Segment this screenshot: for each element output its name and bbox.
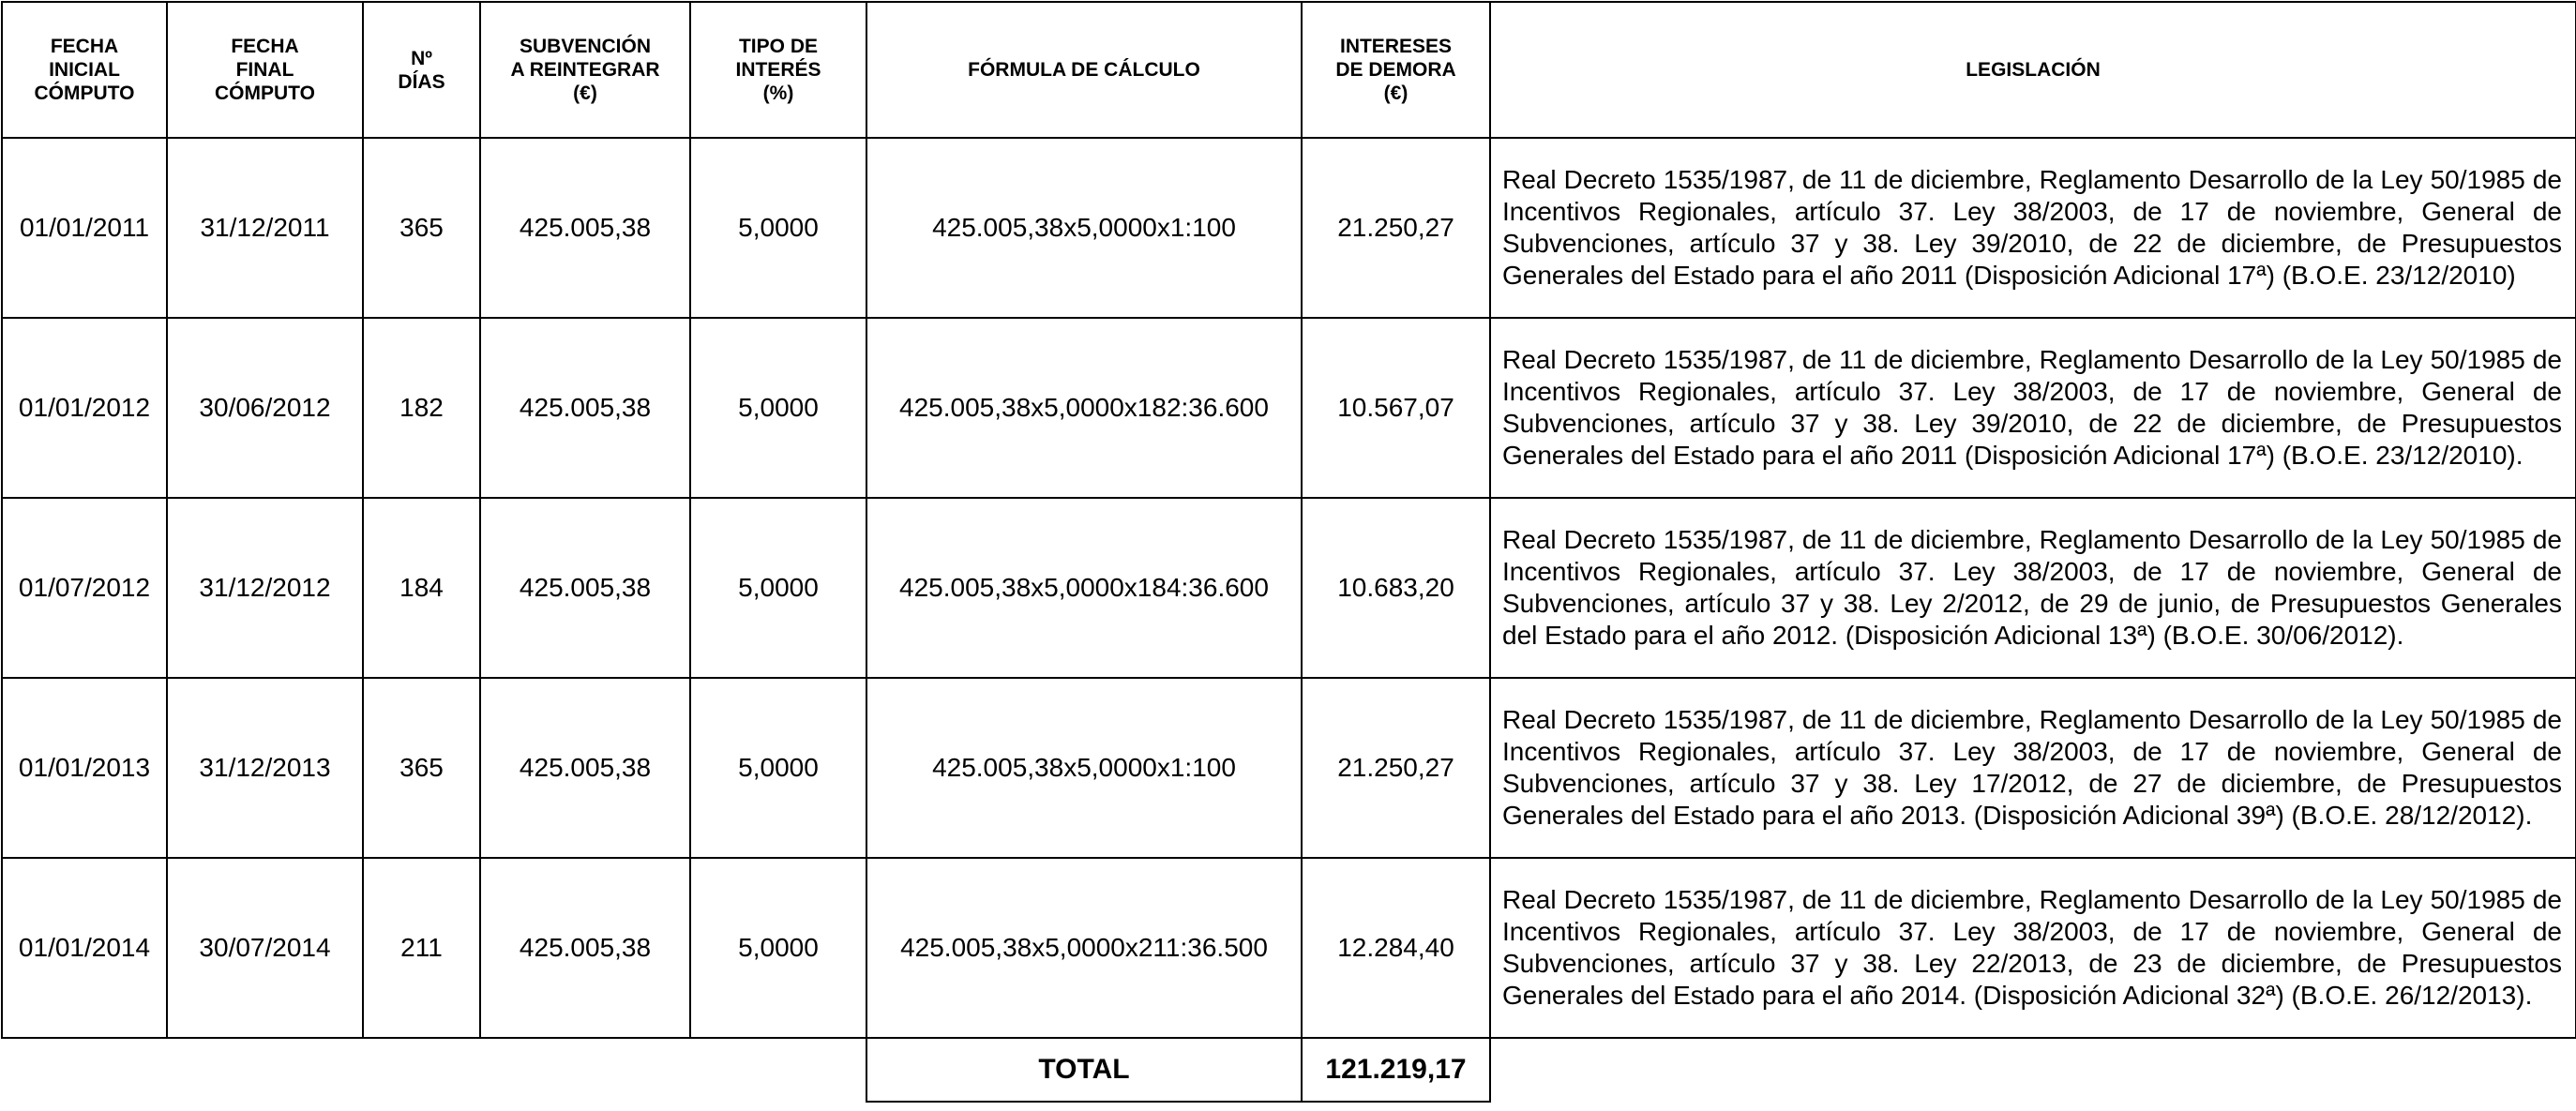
cell-dias: 182 xyxy=(363,318,480,498)
header-label: Nº DÍAS xyxy=(398,47,445,93)
header-formula xyxy=(866,2,1302,138)
cell-formula: 425.005,38x5,0000x182:36.600 xyxy=(866,318,1302,498)
table-row xyxy=(2,138,2576,318)
header-row xyxy=(2,2,2576,138)
cell-tipo-interes: 5,0000 xyxy=(690,498,866,678)
header-label: FECHA FINAL CÓMPUTO xyxy=(215,36,315,104)
cell-legislacion: Real Decreto 1535/1987, de 11 de diciembre, Reglamento Desarrollo de la Ley 50/1985 de Incentivos Regionales, artículo 37. Ley 38/2003, de 17 de noviembre, General de Subvenciones, artículo 37 y 38. Ley 2/2012, de 29 de junio, de Presupuestos Generales del Estado para el año 2012. (Disposición Adicional 13ª) (B.O.E. 30/06/2012). xyxy=(1490,498,2576,678)
cell-formula: 425.005,38x5,0000x211:36.500 xyxy=(866,858,1302,1038)
header-label: TIPO DE INTERÉS (%) xyxy=(735,36,821,104)
cell-subvencion: 425.005,38 xyxy=(480,138,690,318)
header-intereses xyxy=(1302,2,1490,138)
cell-tipo-interes: 5,0000 xyxy=(690,138,866,318)
cell-intereses: 10.683,20 xyxy=(1302,498,1490,678)
total-label: TOTAL xyxy=(866,1038,1302,1102)
cell-legislacion: Real Decreto 1535/1987, de 11 de diciembre, Reglamento Desarrollo de la Ley 50/1985 de Incentivos Regionales, artículo 37. Ley 38/2003, de 17 de noviembre, General de Subvenciones, artículo 37 y 38. Ley 39/2010, de 22 de diciembre, de Presupuestos Generales del Estado para el año 2011 (Disposición Adicional 17ª) (B.O.E. 23/12/2010) xyxy=(1490,138,2576,318)
total-row xyxy=(2,1038,2576,1102)
header-legislacion xyxy=(1490,2,2576,138)
cell-fecha-final: 31/12/2012 xyxy=(167,498,363,678)
cell-intereses: 21.250,27 xyxy=(1302,138,1490,318)
cell-tipo-interes: 5,0000 xyxy=(690,678,866,858)
interest-calculation-table xyxy=(1,1,2576,1103)
header-tipo-interes xyxy=(690,2,866,138)
table-row xyxy=(2,318,2576,498)
cell-legislacion: Real Decreto 1535/1987, de 11 de diciembre, Reglamento Desarrollo de la Ley 50/1985 de Incentivos Regionales, artículo 37. Ley 38/2003, de 17 de noviembre, General de Subvenciones, artículo 37 y 38. Ley 39/2010, de 22 de diciembre, de Presupuestos Generales del Estado para el año 2011 (Disposición Adicional 17ª) (B.O.E. 23/12/2010). xyxy=(1490,318,2576,498)
cell-fecha-inicial: 01/01/2011 xyxy=(2,138,167,318)
cell-fecha-final: 31/12/2011 xyxy=(167,138,363,318)
header-label: FECHA INICIAL CÓMPUTO xyxy=(34,36,135,104)
cell-dias: 365 xyxy=(363,678,480,858)
total-spacer-right xyxy=(1490,1038,2576,1102)
cell-subvencion: 425.005,38 xyxy=(480,858,690,1038)
cell-legislacion: Real Decreto 1535/1987, de 11 de diciembre, Reglamento Desarrollo de la Ley 50/1985 de Incentivos Regionales, artículo 37. Ley 38/2003, de 17 de noviembre, General de Subvenciones, artículo 37 y 38. Ley 17/2012, de 27 de diciembre, de Presupuestos Generales del Estado para el año 2013. (Disposición Adicional 39ª) (B.O.E. 28/12/2012). xyxy=(1490,678,2576,858)
cell-formula: 425.005,38x5,0000x184:36.600 xyxy=(866,498,1302,678)
table-row xyxy=(2,858,2576,1038)
cell-tipo-interes: 5,0000 xyxy=(690,318,866,498)
cell-fecha-inicial: 01/01/2013 xyxy=(2,678,167,858)
total-spacer xyxy=(2,1038,866,1102)
cell-formula: 425.005,38x5,0000x1:100 xyxy=(866,678,1302,858)
cell-tipo-interes: 5,0000 xyxy=(690,858,866,1038)
cell-subvencion: 425.005,38 xyxy=(480,318,690,498)
total-value: 121.219,17 xyxy=(1302,1038,1490,1102)
table-row xyxy=(2,678,2576,858)
cell-fecha-inicial: 01/01/2014 xyxy=(2,858,167,1038)
cell-intereses: 10.567,07 xyxy=(1302,318,1490,498)
header-label: LEGISLACIÓN xyxy=(1966,59,2101,81)
header-label: SUBVENCIÓN A REINTEGRAR (€) xyxy=(510,36,660,104)
header-subvencion xyxy=(480,2,690,138)
cell-subvencion: 425.005,38 xyxy=(480,498,690,678)
table-row xyxy=(2,498,2576,678)
cell-legislacion: Real Decreto 1535/1987, de 11 de diciembre, Reglamento Desarrollo de la Ley 50/1985 de Incentivos Regionales, artículo 37. Ley 38/2003, de 17 de noviembre, General de Subvenciones, artículo 37 y 38. Ley 22/2013, de 23 de diciembre, de Presupuestos Generales del Estado para el año 2014. (Disposición Adicional 32ª) (B.O.E. 26/12/2013). xyxy=(1490,858,2576,1038)
cell-dias: 211 xyxy=(363,858,480,1038)
header-label: INTERESES DE DEMORA (€) xyxy=(1335,36,1456,104)
cell-fecha-final: 31/12/2013 xyxy=(167,678,363,858)
cell-fecha-final: 30/07/2014 xyxy=(167,858,363,1038)
header-label: FÓRMULA DE CÁLCULO xyxy=(968,59,1200,81)
cell-fecha-inicial: 01/01/2012 xyxy=(2,318,167,498)
header-dias xyxy=(363,2,480,138)
cell-intereses: 12.284,40 xyxy=(1302,858,1490,1038)
cell-subvencion: 425.005,38 xyxy=(480,678,690,858)
cell-intereses: 21.250,27 xyxy=(1302,678,1490,858)
cell-fecha-inicial: 01/07/2012 xyxy=(2,498,167,678)
cell-dias: 365 xyxy=(363,138,480,318)
header-fecha-final xyxy=(167,2,363,138)
cell-fecha-final: 30/06/2012 xyxy=(167,318,363,498)
cell-formula: 425.005,38x5,0000x1:100 xyxy=(866,138,1302,318)
cell-dias: 184 xyxy=(363,498,480,678)
header-fecha-inicial xyxy=(2,2,167,138)
